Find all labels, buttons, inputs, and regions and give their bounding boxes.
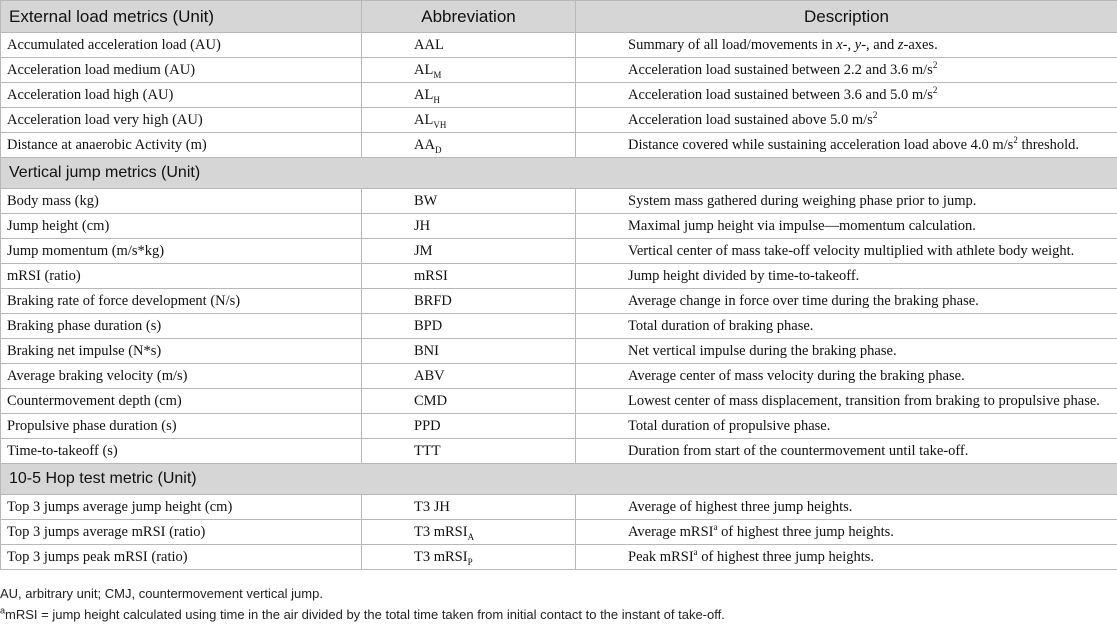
abbreviation-cell: [362, 414, 576, 439]
metric-cell: Body mass (kg): [1, 189, 362, 214]
metric-cell: Top 3 jumps average jump height (cm): [1, 495, 362, 520]
description-cell: [576, 314, 1117, 339]
abbreviation-text: BPD: [414, 318, 442, 334]
description-cell: [576, 339, 1117, 364]
abbreviation-cell: [362, 133, 576, 158]
description-cell: [576, 189, 1117, 214]
abbreviation-cell: [362, 389, 576, 414]
abbreviation-text: AA: [414, 137, 435, 153]
abbreviation-cell: [362, 189, 576, 214]
abbreviation-text: BW: [414, 193, 437, 209]
description-fragment: -,: [843, 37, 855, 53]
metric-cell: Accumulated acceleration load (AU): [1, 33, 362, 58]
description-cell: [576, 545, 1117, 570]
description-fragment: Total duration of propulsive phase.: [628, 418, 830, 434]
description-fragment: 2: [933, 85, 938, 95]
abbreviation-cell: [362, 339, 576, 364]
table-row: [1, 439, 1117, 464]
description-cell: [576, 33, 1117, 58]
hop-section: [1, 464, 1117, 495]
table-row: [1, 214, 1117, 239]
abbreviation-text: AL: [414, 62, 433, 78]
description-fragment: Peak mRSI: [628, 549, 694, 565]
description-fragment: -axes.: [903, 37, 937, 53]
description-fragment: Jump height divided by time-to-takeoff.: [628, 268, 859, 284]
metric-cell: Acceleration load high (AU): [1, 83, 362, 108]
header-abbreviation: Abbreviation: [362, 1, 576, 33]
abbreviation-text: T3 JH: [414, 499, 450, 515]
table-row: [1, 545, 1117, 570]
table-row: [1, 264, 1117, 289]
section-title: Vertical jump metrics (Unit): [1, 158, 1117, 189]
vertical-section: [1, 158, 1117, 189]
section-header-vertical: [1, 158, 1117, 189]
table-row: [1, 495, 1117, 520]
header-metric: External load metrics (Unit): [1, 1, 362, 33]
metric-cell: Acceleration load very high (AU): [1, 108, 362, 133]
table-row: [1, 339, 1117, 364]
table-notes: [0, 583, 725, 625]
description-cell: [576, 108, 1117, 133]
table-row: [1, 108, 1117, 133]
abbreviation-cell: [362, 108, 576, 133]
metric-cell: Average braking velocity (m/s): [1, 364, 362, 389]
table-row: [1, 239, 1117, 264]
metric-cell: Distance at anaerobic Activity (m): [1, 133, 362, 158]
abbreviation-subscript: D: [435, 145, 442, 155]
description-fragment: Average change in force over time during the braking phase.: [628, 293, 979, 309]
table-row: [1, 58, 1117, 83]
abbreviation-cell: [362, 545, 576, 570]
metric-cell: Braking net impulse (N*s): [1, 339, 362, 364]
section-title: 10-5 Hop test metric (Unit): [1, 464, 1117, 495]
metric-cell: Acceleration load medium (AU): [1, 58, 362, 83]
external-load-rows: [1, 33, 1117, 158]
metric-cell: Top 3 jumps peak mRSI (ratio): [1, 545, 362, 570]
metric-cell: Top 3 jumps average mRSI (ratio): [1, 520, 362, 545]
description-cell: [576, 133, 1117, 158]
description-cell: [576, 83, 1117, 108]
description-cell: [576, 414, 1117, 439]
table-row: [1, 389, 1117, 414]
abbreviation-text: BRFD: [414, 293, 452, 309]
metric-cell: Jump height (cm): [1, 214, 362, 239]
abbreviation-text: T3 mRSI: [414, 524, 468, 540]
description-cell: [576, 289, 1117, 314]
abbreviation-text: AL: [414, 87, 433, 103]
metric-cell: Braking rate of force development (N/s): [1, 289, 362, 314]
description-cell: [576, 264, 1117, 289]
table-header-row: [1, 1, 1117, 33]
abbreviation-text: TTT: [414, 443, 441, 459]
abbreviation-subscript: M: [433, 70, 441, 80]
table-row: [1, 314, 1117, 339]
abbreviation-text: AAL: [414, 37, 444, 53]
header-description: Description: [576, 1, 1117, 33]
description-fragment: Vertical center of mass take-off velocity multiplied with athlete body weight.: [628, 243, 1074, 259]
abbreviation-text: CMD: [414, 393, 447, 409]
description-fragment: Net vertical impulse during the braking phase.: [628, 343, 897, 359]
description-fragment: Distance covered while sustaining acceleration load above 4.0 m/s: [628, 137, 1013, 153]
abbreviation-cell: [362, 520, 576, 545]
section-header-hop: [1, 464, 1117, 495]
abbreviation-cell: [362, 314, 576, 339]
description-fragment: a: [694, 547, 698, 557]
abbreviation-subscript: H: [433, 95, 440, 105]
table-row: [1, 520, 1117, 545]
abbreviation-subscript: A: [468, 532, 475, 542]
description-cell: [576, 239, 1117, 264]
abbreviation-cell: [362, 58, 576, 83]
description-cell: [576, 520, 1117, 545]
hop-test-rows: [1, 495, 1117, 570]
metric-cell: Time-to-takeoff (s): [1, 439, 362, 464]
abbreviation-cell: [362, 495, 576, 520]
description-fragment: 2: [1013, 135, 1018, 145]
description-fragment: threshold.: [1018, 137, 1079, 153]
table-row: [1, 189, 1117, 214]
metric-cell: mRSI (ratio): [1, 264, 362, 289]
description-cell: [576, 214, 1117, 239]
description-fragment: Average mRSI: [628, 524, 714, 540]
vertical-jump-rows: [1, 189, 1117, 464]
description-fragment: System mass gathered during weighing phase prior to jump.: [628, 193, 976, 209]
abbreviation-cell: [362, 439, 576, 464]
description-cell: [576, 364, 1117, 389]
footnote-marker: a: [0, 606, 5, 616]
table-row: [1, 414, 1117, 439]
abbreviation-text: JM: [414, 243, 433, 259]
description-fragment: of highest three jump heights.: [718, 524, 894, 540]
description-cell: [576, 58, 1117, 83]
abbreviation-text: JH: [414, 218, 430, 234]
abbreviation-subscript: VH: [433, 120, 446, 130]
description-fragment: 2: [933, 60, 938, 70]
abbreviation-cell: [362, 214, 576, 239]
abbreviation-text: mRSI: [414, 268, 448, 284]
description-fragment: 2: [873, 110, 878, 120]
description-fragment: x: [836, 37, 842, 53]
abbreviation-text: T3 mRSI: [414, 549, 468, 565]
description-fragment: Acceleration load sustained between 3.6 and 5.0 m/s: [628, 87, 933, 103]
abbreviation-cell: [362, 33, 576, 58]
abbreviation-note: AU, arbitrary unit; CMJ, countermovement vertical jump.: [0, 583, 725, 604]
abbreviation-subscript: P: [468, 557, 473, 567]
table-row: [1, 133, 1117, 158]
abbreviation-text: ABV: [414, 368, 445, 384]
description-fragment: Summary of all load/movements in: [628, 37, 836, 53]
description-fragment: Lowest center of mass displacement, transition from braking to propulsive phase.: [628, 393, 1100, 409]
description-fragment: Average of highest three jump heights.: [628, 499, 852, 515]
table-row: [1, 83, 1117, 108]
description-fragment: of highest three jump heights.: [698, 549, 874, 565]
metric-cell: Braking phase duration (s): [1, 314, 362, 339]
description-fragment: Acceleration load sustained above 5.0 m/s: [628, 112, 873, 128]
abbreviation-cell: [362, 83, 576, 108]
metric-cell: Jump momentum (m/s*kg): [1, 239, 362, 264]
description-fragment: a: [714, 522, 718, 532]
description-cell: [576, 495, 1117, 520]
abbreviation-cell: [362, 264, 576, 289]
footnote: [0, 604, 725, 625]
description-fragment: Maximal jump height via impulse—momentum calculation.: [628, 218, 976, 234]
abbreviation-cell: [362, 289, 576, 314]
abbreviation-cell: [362, 239, 576, 264]
footnote-text: mRSI = jump height calculated using time in the air divided by the total time taken from initial contact to the instant of take-off.: [5, 607, 725, 622]
description-fragment: -, and: [861, 37, 898, 53]
table-row: [1, 364, 1117, 389]
description-fragment: y: [855, 37, 861, 53]
metric-cell: Countermovement depth (cm): [1, 389, 362, 414]
description-cell: [576, 439, 1117, 464]
table-row: [1, 289, 1117, 314]
metric-cell: Propulsive phase duration (s): [1, 414, 362, 439]
table-row: [1, 33, 1117, 58]
description-cell: [576, 389, 1117, 414]
abbreviation-text: BNI: [414, 343, 439, 359]
description-fragment: Acceleration load sustained between 2.2 and 3.6 m/s: [628, 62, 933, 78]
description-fragment: Total duration of braking phase.: [628, 318, 813, 334]
description-fragment: z: [898, 37, 904, 53]
abbreviation-text: AL: [414, 112, 433, 128]
description-fragment: Duration from start of the countermovement until take-off.: [628, 443, 968, 459]
abbreviation-cell: [362, 364, 576, 389]
description-fragment: Average center of mass velocity during the braking phase.: [628, 368, 965, 384]
abbreviation-text: PPD: [414, 418, 441, 434]
